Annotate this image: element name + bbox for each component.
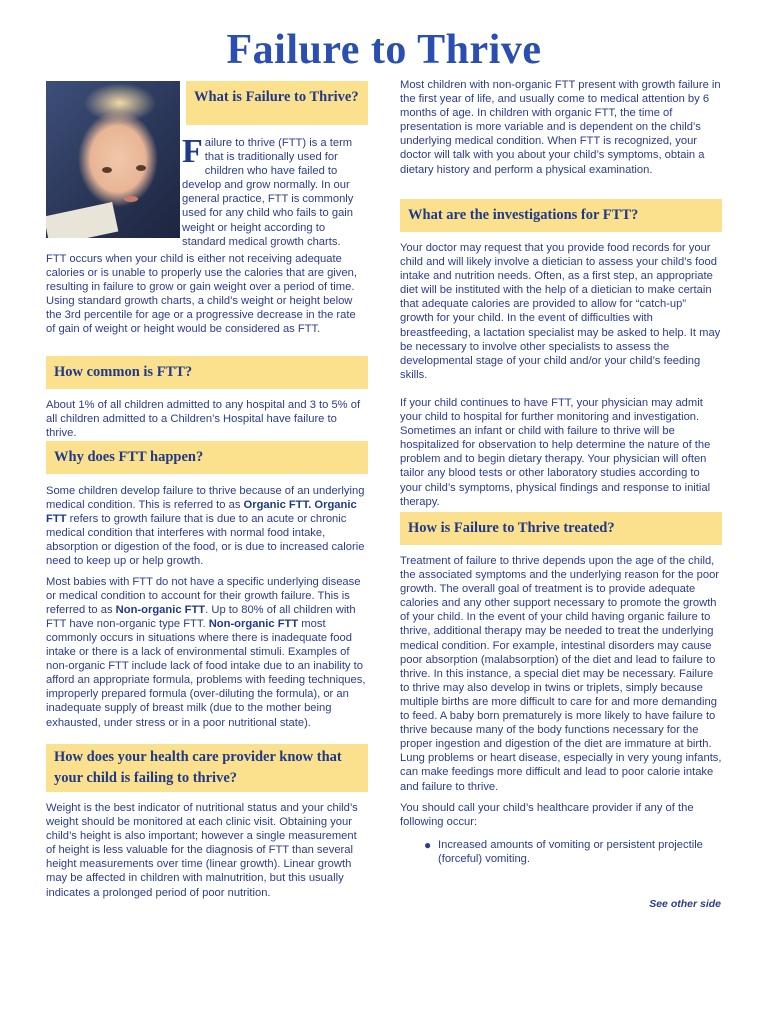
common-heading: How common is FTT? [46,356,368,389]
provider-heading: How does your health care provider know that your child is failing to thrive? [46,744,368,792]
why-paragraph-2: Most babies with FTT do not have a specific underlying disease or medical condition to account for their growth failure. This is referred to as Non-organic FTT. Up to 80% of all children with FTT have non-organic type FTT. Non-organic FTT most commonly occurs in situations where there is inadequate food intake or there is a lack of environmental stimuli. Examples of non-organic FTT include lack of food intake due to an inability to afford an appropriate formula, problems with feeding techniques, improperly prepared formula (over-diluting the formula), or an inadequate supply of breast milk (due to the mother being exhausted, under stress or in a poor nutritional state). [46,575,366,729]
treated-paragraph-1: Treatment of failure to thrive depends upon the age of the child, the associated symptoms and the underlying reason for the poor growth. The overall goal of treatment is to provide adequate calories and any other support necessary to promote the growth of your child. In the event of your child having organic failure to thrive, additional therapy may be needed to treat the underlying medical condition. For example, intestinal disorders may cause poor absorption (malabsorption) of the diet and lead to failure to thrive. In this instance, a special diet may be necessary. Failure to thrive may also develop in twins or triplets, simply because multiple births are more difficult to care for and more demanding to feed. A baby born prematurely is more likely to have failure to thrive because many of the body functions necessary for the proper ingestion and digestion of the diet are immature at birth. Lung problems or heart disease, especially in very young infants, can make feedings more difficult and lead to poor calorie intake and failure to thrive. [400,555,722,793]
drop-cap: F [182,133,203,170]
investigations-heading: What are the investigations for FTT? [400,199,722,232]
list-item: ● Increased amounts of vomiting or persistent projectile (forceful) vomiting. [424,837,703,865]
page-title: Failure to Thrive [226,27,542,73]
what-section [186,81,368,125]
investigations-paragraph-2: If your child continues to have FTT, your physician may admit your child to hospital for further monitoring and investigation. Sometimes an infant or child with failure to thrive will be hospitalized for observation to help determine the nature of the problem and to begin dietary therapy. Your physician will often tailor any blood tests or other laboratory studies according to your child’s symptoms, physical findings and response to initial therapy. [400,396,711,508]
what-paragraph-1: ailure to thrive (FTT) is a term that is traditionally used for children who have failed to develop and grow normally. In our general practice, FTT is commonly used for any child who fails to gain weight or height according to standard medical growth charts. [182,137,354,248]
what-paragraph-2: FTT occurs when your child is either not receiving adequate calories or is unable to properly use the calories that are given, resulting in failure to grow or gain weight over a period of time. Using standard growth charts, a child’s weight or height below the 3rd percentile for age or a progressive decrease in the rate of gain of weight or height would be considered as FTT. [46,253,357,336]
what-heading: What is Failure to Thrive? [186,81,368,125]
treated-heading: How is Failure to Thrive treated? [400,512,722,545]
why-heading: Why does FTT happen? [46,441,368,474]
right-intro-paragraph: Most children with non-organic FTT present with growth failure in the first year of life, and usually come to medical attention by 6 months of age. In children with organic FTT, the time of presentation is more variable and is dependent on the child’s underlying medical condition. When FTT is recognized, your doctor will talk with you about your child’s symptoms, obtain a dietary history and perform a physical examination. [400,79,721,176]
provider-paragraph: Weight is the best indicator of nutritional status and your child’s weight should be monitored at each clinic visit. Obtaining your child’s height is also important; however a single measurement of height is less valuable for the diagnosis of FTT than several height measurements over time (linear growth). Linear growth may be affected in children with malnutrition, but this usually indicates a prolonged period of poor nutrition. [46,802,358,899]
what-continued [46,252,368,337]
what-intro [182,133,368,249]
why-paragraph-1: Some children develop failure to thrive because of an underlying medical condition. This is referred to as Organic FTT. Organic FTT refers to growth failure that is due to an acute or chronic medical condition that interferes with normal food intake, absorption or digestion of the food, or is due to increased calorie need to keep up or help growth. [46,485,365,568]
see-other-side: See other side [649,898,721,910]
common-paragraph: About 1% of all children admitted to any hospital and 3 to 5% of all children admitted to a Children’s Hospital have failure to thrive. [46,399,361,440]
investigations-paragraph-1: Your doctor may request that you provide food records for your child and will likely involve a dietician to assess your child’s food intake and nutrition needs. Often, as a first step, an appropriate diet will be instituted with the help of a dietician to make certain that adequate calories are provided to allow for “catch-up” growth for your child. In the event of difficulties with breastfeeding, a lactation specialist may be asked to help. It may be necessary to involve other specialists to assess the developmental stage of your child and/or your child’s feeding skills. [400,242,721,381]
bullet-icon: ● [424,837,432,852]
child-photo [46,81,180,238]
treated-paragraph-2: You should call your child’s healthcare provider if any of the following occur: [400,801,694,828]
